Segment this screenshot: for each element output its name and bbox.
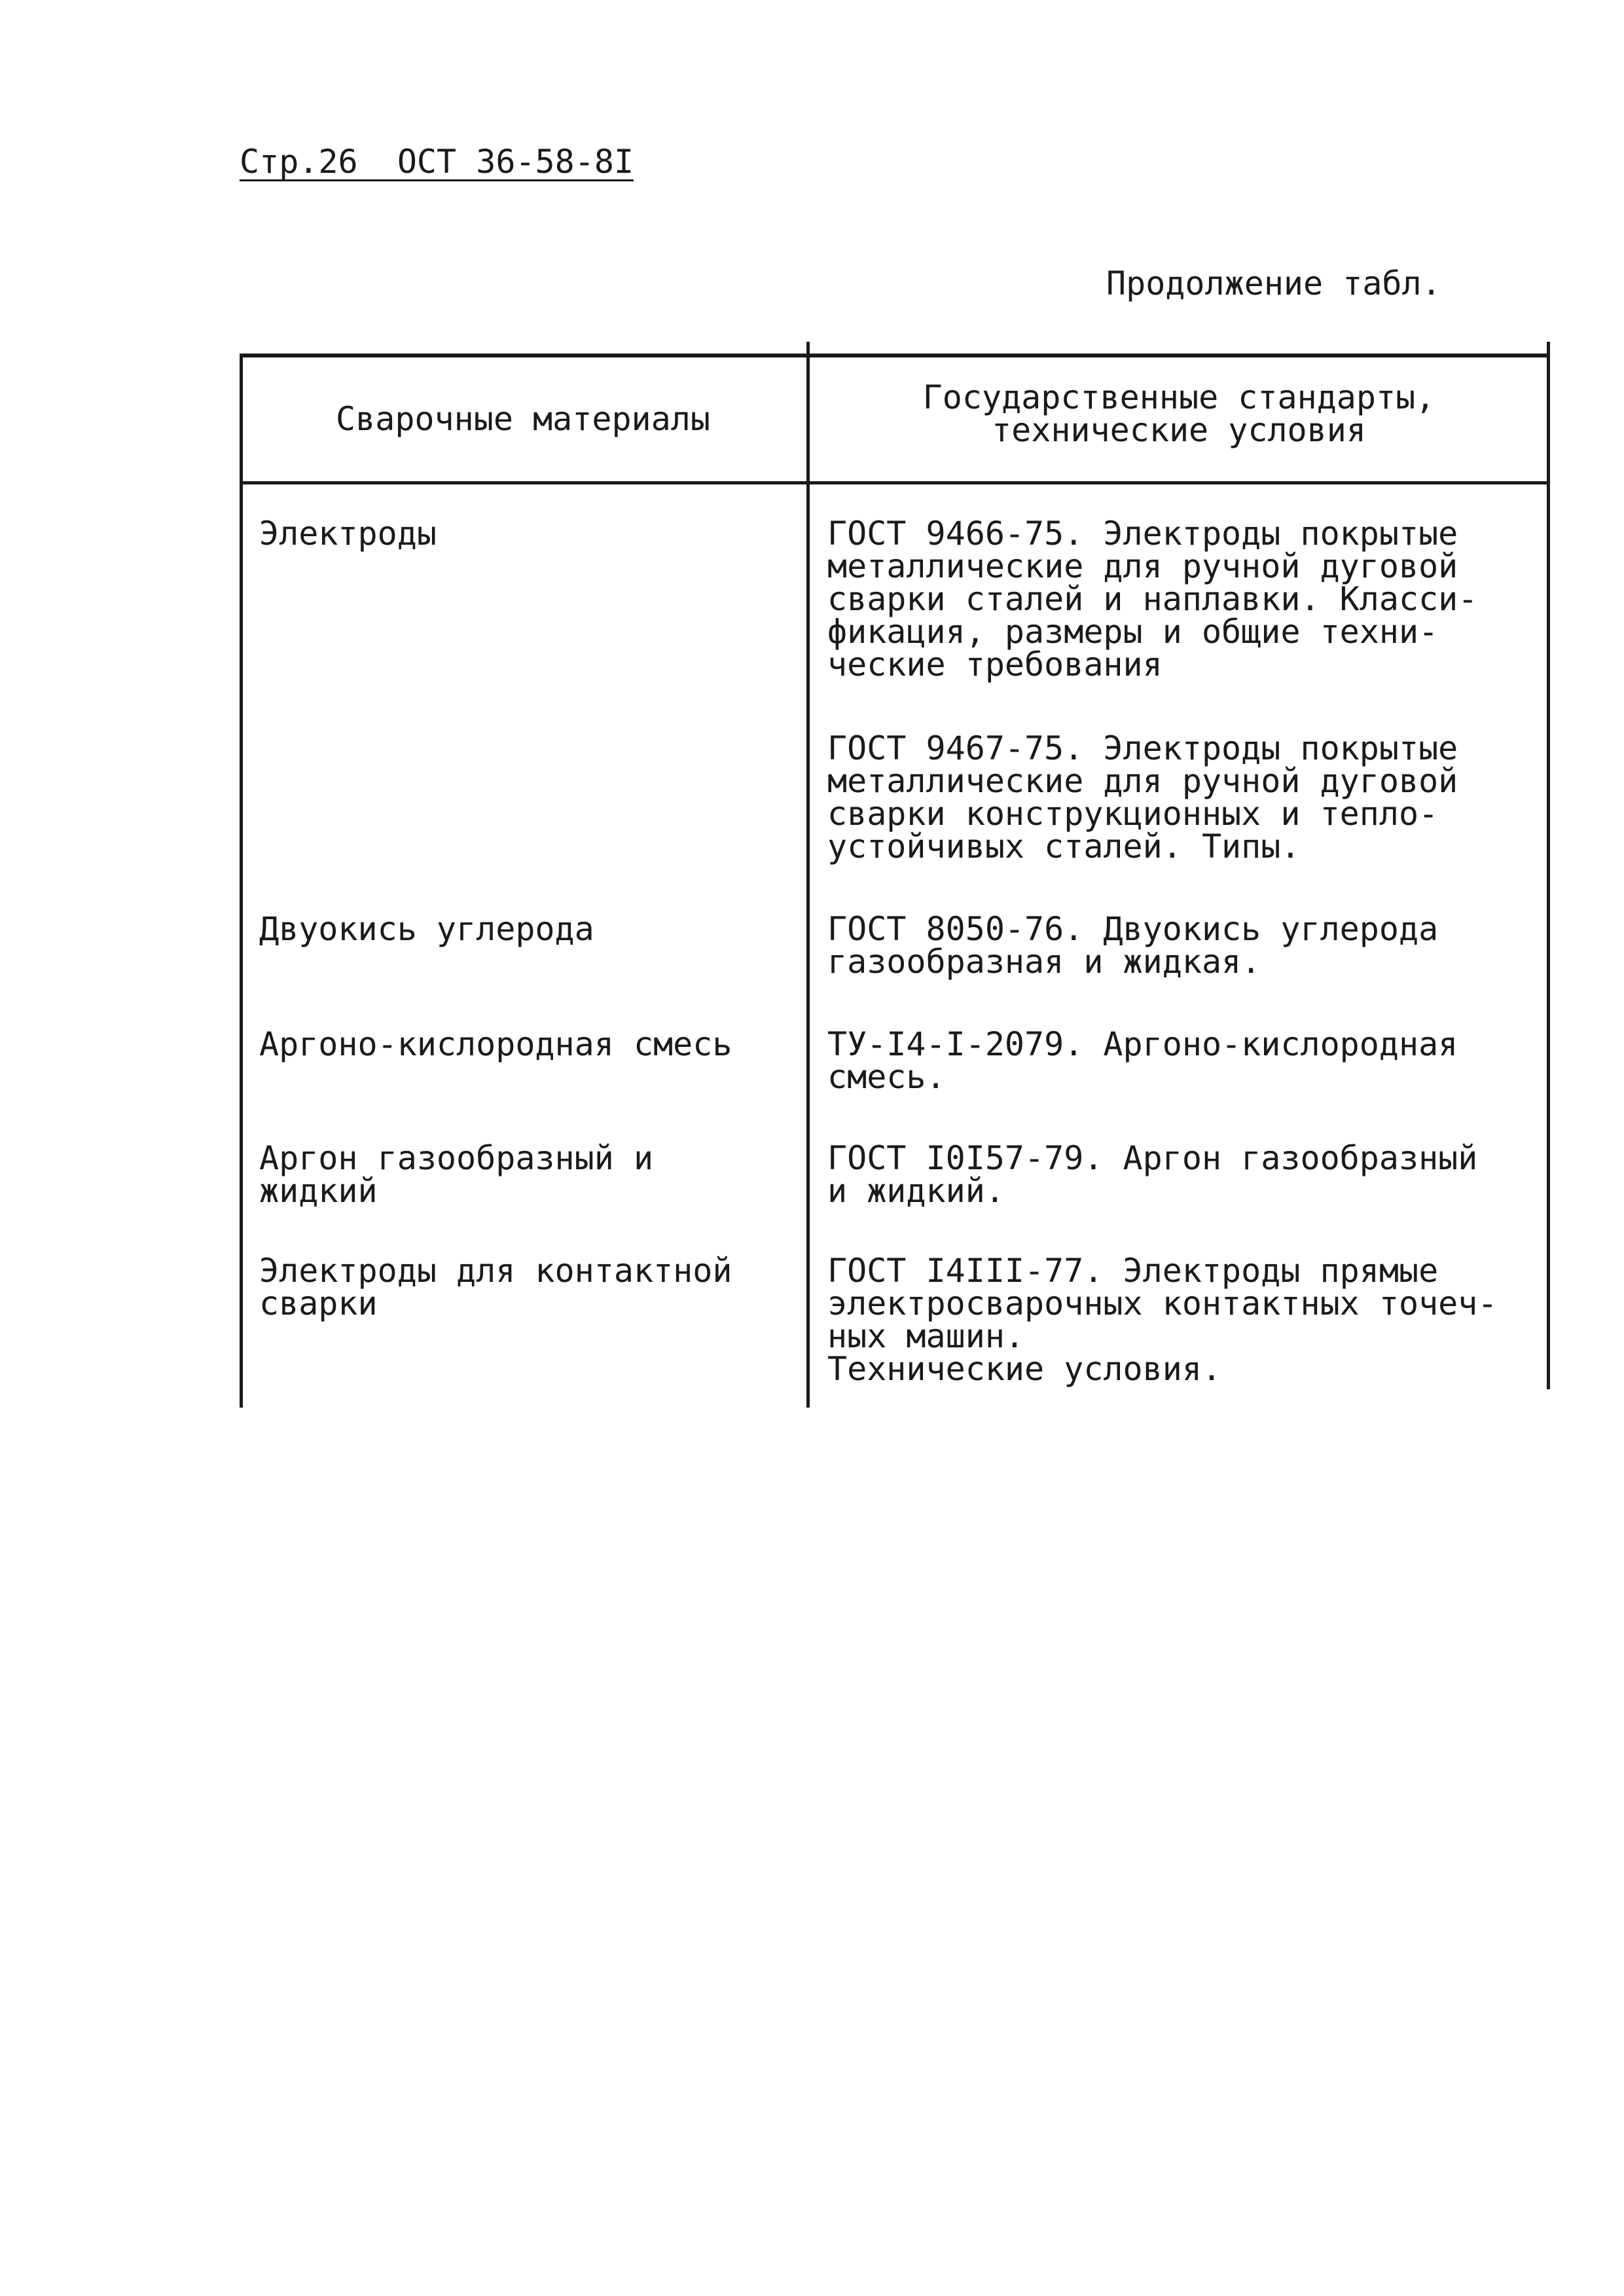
table-row-material: Аргон газообразный и жидкий bbox=[259, 1139, 654, 1210]
table-row-standard: ГОСТ I4III-77. Электроды прямые электросварочных контактных точеч- ных машин. Технические условия. bbox=[827, 1252, 1498, 1388]
table-continuation-label: Продолжение табл. bbox=[1106, 264, 1441, 302]
table-row-material: Электроды bbox=[259, 515, 437, 553]
table-column-divider bbox=[806, 342, 810, 1408]
table-row-standard: ГОСТ 9467-75. Электроды покрытые металлические для ручной дуговой сварки конструкционных и тепло- устойчивых сталей. Типы. bbox=[827, 729, 1458, 866]
table-border-right bbox=[1547, 342, 1550, 1389]
table-row-material: Электроды для контактной сварки bbox=[259, 1252, 732, 1322]
column-header-standards: Государственные стандарты, технические условия bbox=[922, 378, 1435, 449]
table-row-standard: ГОСТ 8050-76. Двуокись углерода газообразная и жидкая. bbox=[827, 910, 1439, 981]
table-row-standard: ГОСТ I0I57-79. Аргон газообразный и жидкий. bbox=[827, 1139, 1478, 1210]
table-row-standard: ГОСТ 9466-75. Электроды покрытые металлические для ручной дуговой сварки сталей и наплавки. Класси- фикация, размеры и общие техни- ческие требования bbox=[827, 515, 1478, 683]
page-reference: Стр.26 ОСТ 36-58-8I bbox=[240, 143, 634, 181]
column-header-materials: Сварочные материалы bbox=[336, 400, 710, 438]
standards-table bbox=[240, 354, 1550, 1408]
table-row-material: Аргоно-кислородная смесь bbox=[259, 1025, 732, 1063]
table-border-left bbox=[240, 354, 243, 1408]
table-row-standard: ТУ-I4-I-2079. Аргоно-кислородная смесь. bbox=[827, 1025, 1458, 1096]
table-row-material: Двуокись углерода bbox=[259, 910, 594, 948]
